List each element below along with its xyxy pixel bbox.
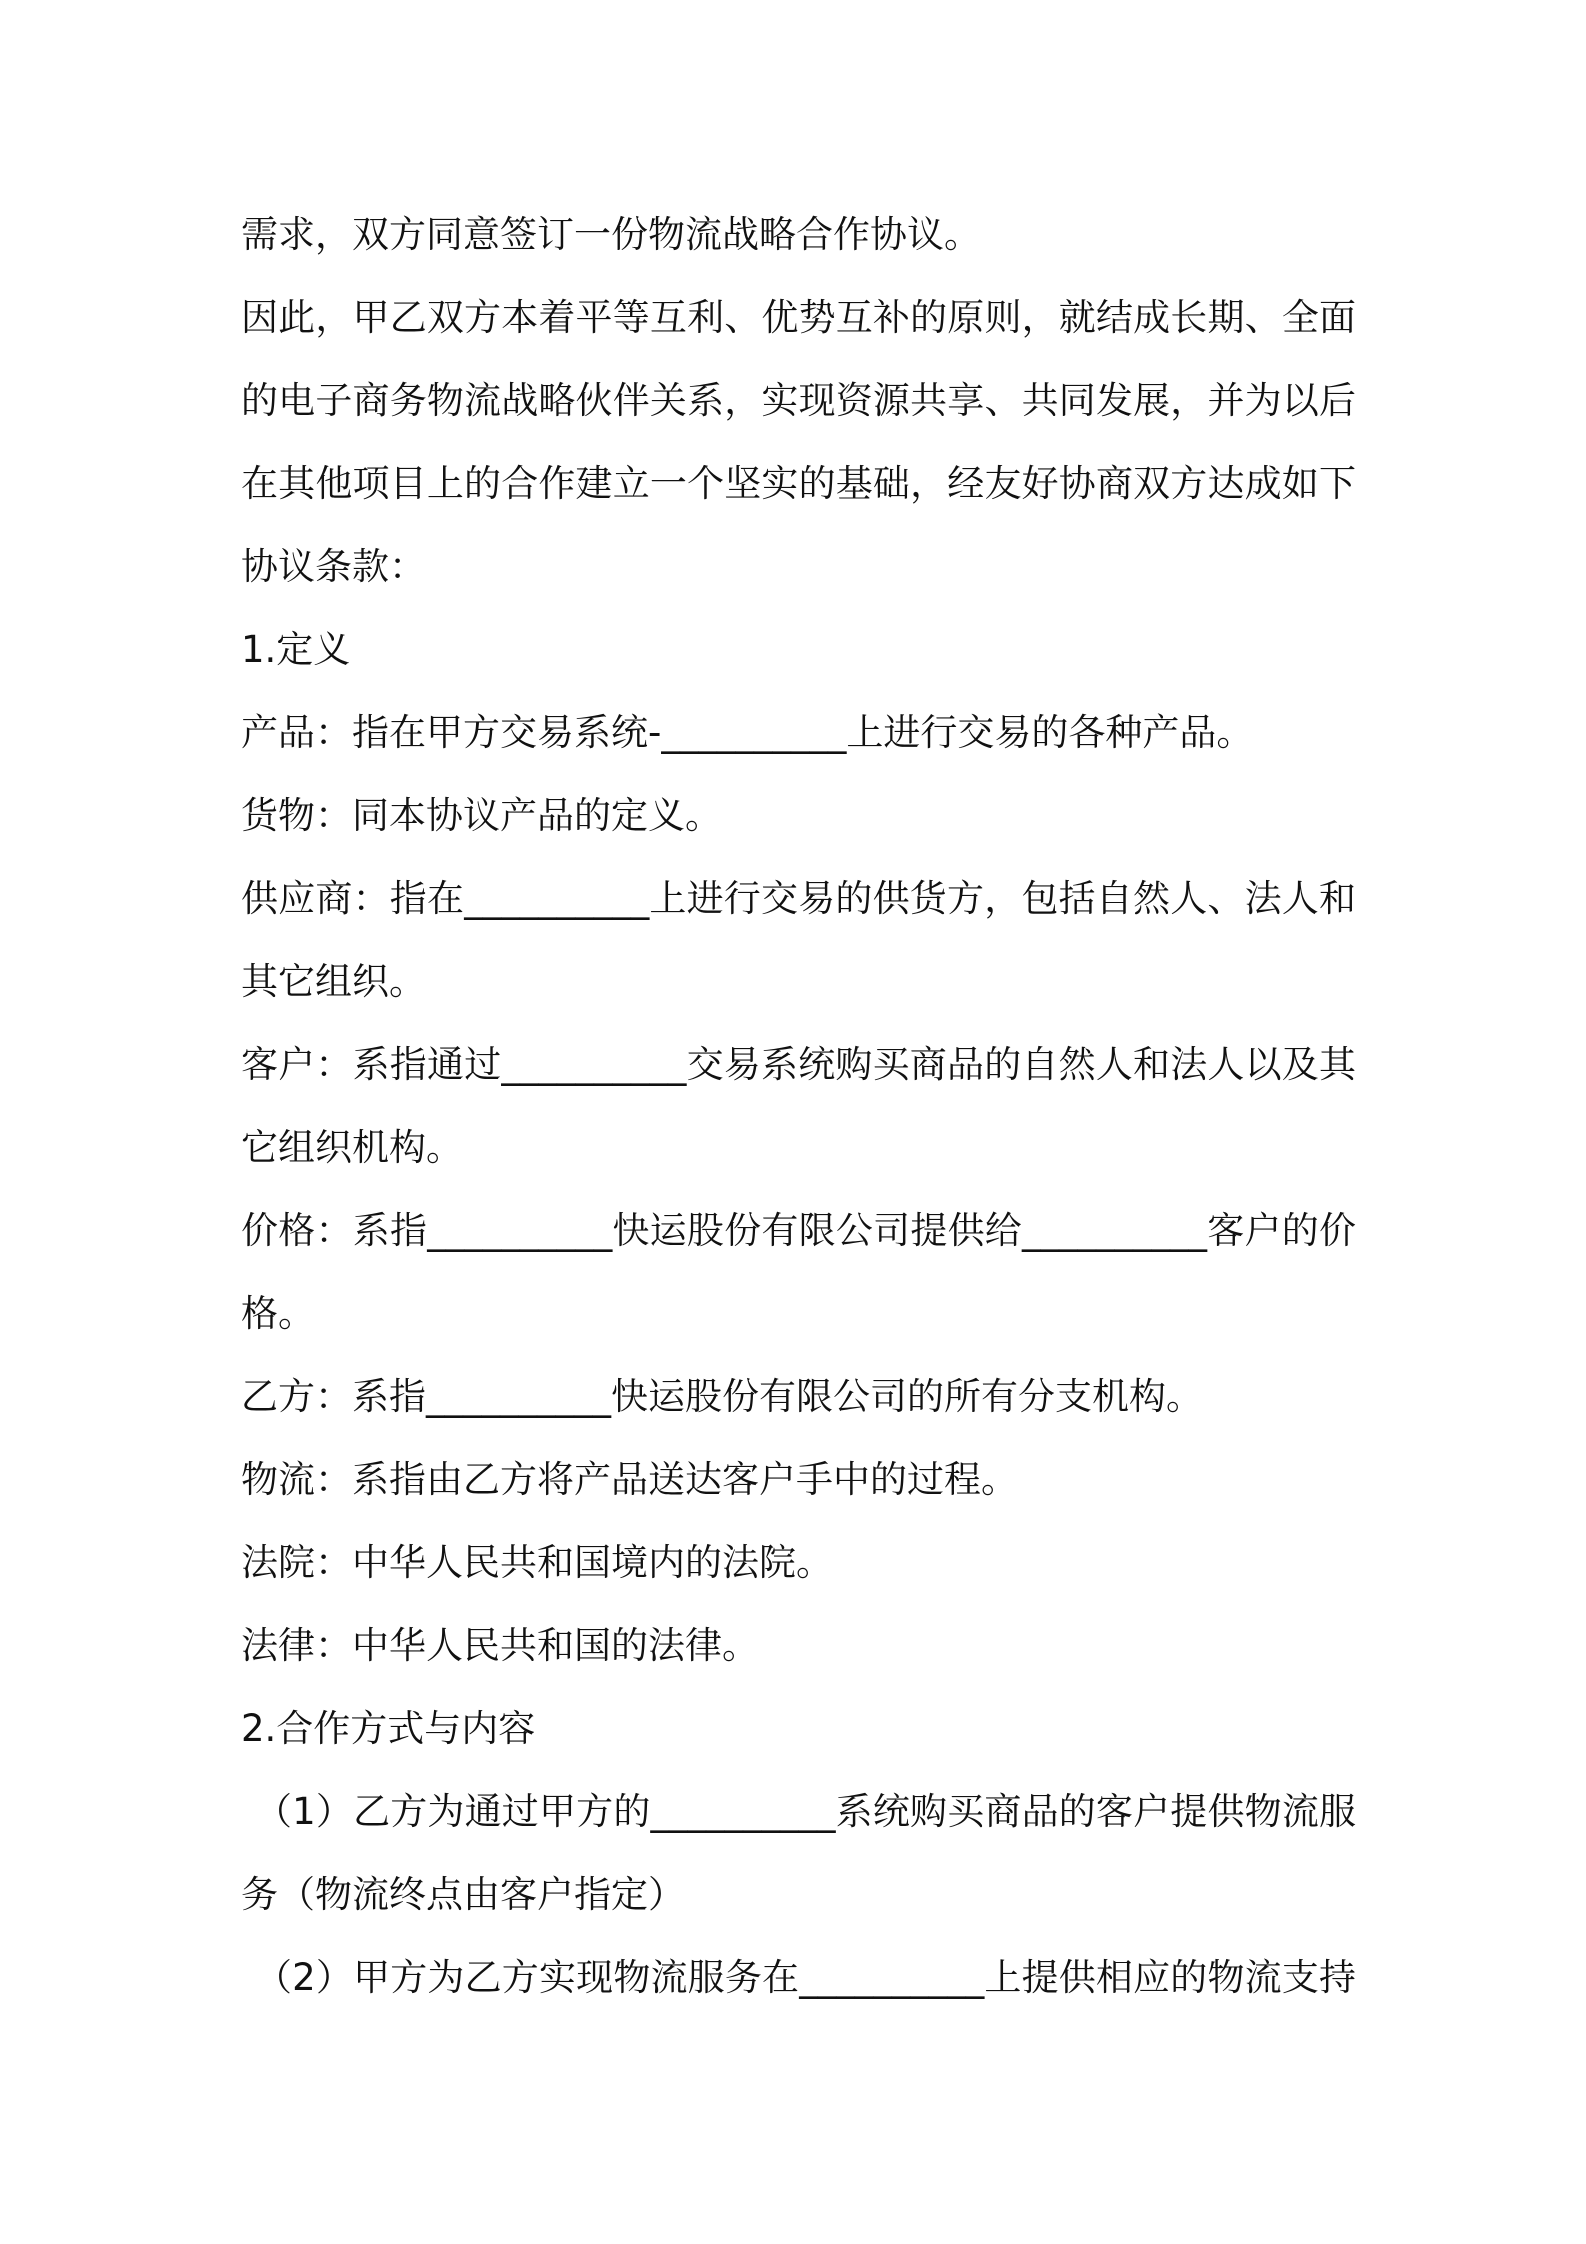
definition-line: 法院：中华人民共和国境内的法院。 — [241, 1541, 833, 1584]
clause-line: 务（物流终点由客户指定） — [241, 1873, 685, 1916]
definition-line: 货物：同本协议产品的定义。 — [241, 794, 722, 837]
definition-line: 供应商：指在__________上进行交易的供货方，包括自然人、法人和 — [241, 877, 1356, 920]
section-heading: 1.定义 — [241, 628, 351, 671]
paragraph-line: 协议条款： — [241, 545, 426, 588]
definition-line: 乙方：系指__________快运股份有限公司的所有分支机构。 — [241, 1375, 1203, 1418]
definition-line: 产品：指在甲方交易系统-__________上进行交易的各种产品。 — [241, 711, 1254, 754]
paragraph-line: 因此，甲乙双方本着平等互利、优势互补的原则，就结成长期、全面 — [241, 296, 1356, 339]
definition-line: 它组织机构。 — [241, 1126, 463, 1169]
clause-line: （2）甲方为乙方实现物流服务在__________上提供相应的物流支持 — [255, 1956, 1356, 1999]
definition-line: 价格：系指__________快运股份有限公司提供给__________客户的价 — [241, 1209, 1356, 1252]
document-body — [241, 193, 1356, 2019]
definition-line: 客户：系指通过__________交易系统购买商品的自然人和法人以及其 — [241, 1043, 1356, 1086]
section-heading: 2.合作方式与内容 — [241, 1707, 536, 1750]
definition-line: 法律：中华人民共和国的法律。 — [241, 1624, 759, 1667]
paragraph-line: 在其他项目上的合作建立一个坚实的基础，经友好协商双方达成如下 — [241, 462, 1356, 505]
clause-line: （1）乙方为通过甲方的__________系统购买商品的客户提供物流服 — [255, 1790, 1356, 1833]
definition-line: 物流：系指由乙方将产品送达客户手中的过程。 — [241, 1458, 1018, 1501]
definition-line: 格。 — [241, 1292, 315, 1335]
paragraph-line: 需求，双方同意签订一份物流战略合作协议。 — [241, 213, 981, 256]
definition-line: 其它组织。 — [241, 960, 426, 1003]
paragraph-line: 的电子商务物流战略伙伴关系，实现资源共享、共同发展，并为以后 — [241, 379, 1356, 422]
